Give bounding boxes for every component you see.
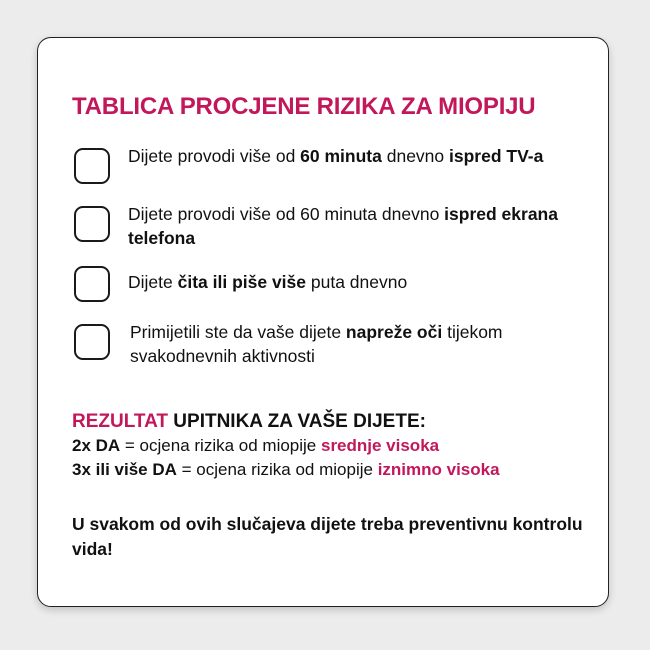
result-line-medium-level: srednje visoka xyxy=(320,436,440,455)
checkbox-tv[interactable] xyxy=(74,148,110,184)
checkbox-reading[interactable] xyxy=(74,266,110,302)
result-heading-rest: UPITNIKA ZA VAŠE DIJETE: xyxy=(168,411,426,432)
result-line-high-count: 3x ili više DA xyxy=(72,460,177,479)
result-section xyxy=(72,410,500,482)
result-line-medium-text: = ocjena rizika od miopije xyxy=(120,436,321,455)
checklist-plain-text: Dijete provodi više od 60 minuta dnevno xyxy=(128,204,445,224)
checkbox-eye-strain[interactable] xyxy=(74,324,110,360)
result-line-high-level: iznimno visoka xyxy=(377,460,500,479)
risk-assessment-card xyxy=(37,37,609,607)
checklist-item-tv xyxy=(74,148,574,188)
result-line-high-text: = ocjena rizika od miopije xyxy=(176,460,378,479)
checklist-plain-text: Dijete provodi više od xyxy=(128,146,301,166)
checklist-item-reading xyxy=(74,266,574,306)
result-heading xyxy=(72,410,500,434)
footer-note: U svakom od ovih slučajeva dijete treba preventivnu kontrolu vida! xyxy=(72,514,583,559)
result-line-medium-count: 2x DA xyxy=(72,436,121,455)
checklist-bold-text: 60 minuta xyxy=(300,146,382,166)
page-title: TABLICA PROCJENE RIZIKA ZA MIOPIJU xyxy=(72,93,536,120)
checklist-plain-text: puta dnevno xyxy=(306,272,408,292)
checklist-bold-text: ispred TV-a xyxy=(449,146,544,166)
checklist-plain-text: dnevno xyxy=(381,146,450,166)
checklist-item-text xyxy=(128,202,568,250)
checkbox-phone[interactable] xyxy=(74,206,110,242)
checklist-item-eye-strain xyxy=(74,324,574,364)
checklist-item-text xyxy=(128,270,568,294)
checklist-plain-text: tijekom svakodnevnih aktivnosti xyxy=(130,322,503,366)
checklist-bold-text: ispred ekrana telefona xyxy=(128,204,558,248)
checklist-plain-text: Primijetili ste da vaše dijete xyxy=(130,322,346,342)
result-heading-highlight: REZULTAT xyxy=(72,411,169,432)
checklist-plain-text: Dijete xyxy=(128,272,178,292)
checklist-item-phone xyxy=(74,206,574,246)
checklist-item-text xyxy=(130,320,570,368)
checklist-bold-text: napreže oči xyxy=(345,322,443,342)
checklist-bold-text: čita ili piše više xyxy=(177,272,307,292)
result-line-medium xyxy=(72,434,500,458)
checklist-item-text xyxy=(128,144,568,168)
result-line-high xyxy=(72,458,500,482)
